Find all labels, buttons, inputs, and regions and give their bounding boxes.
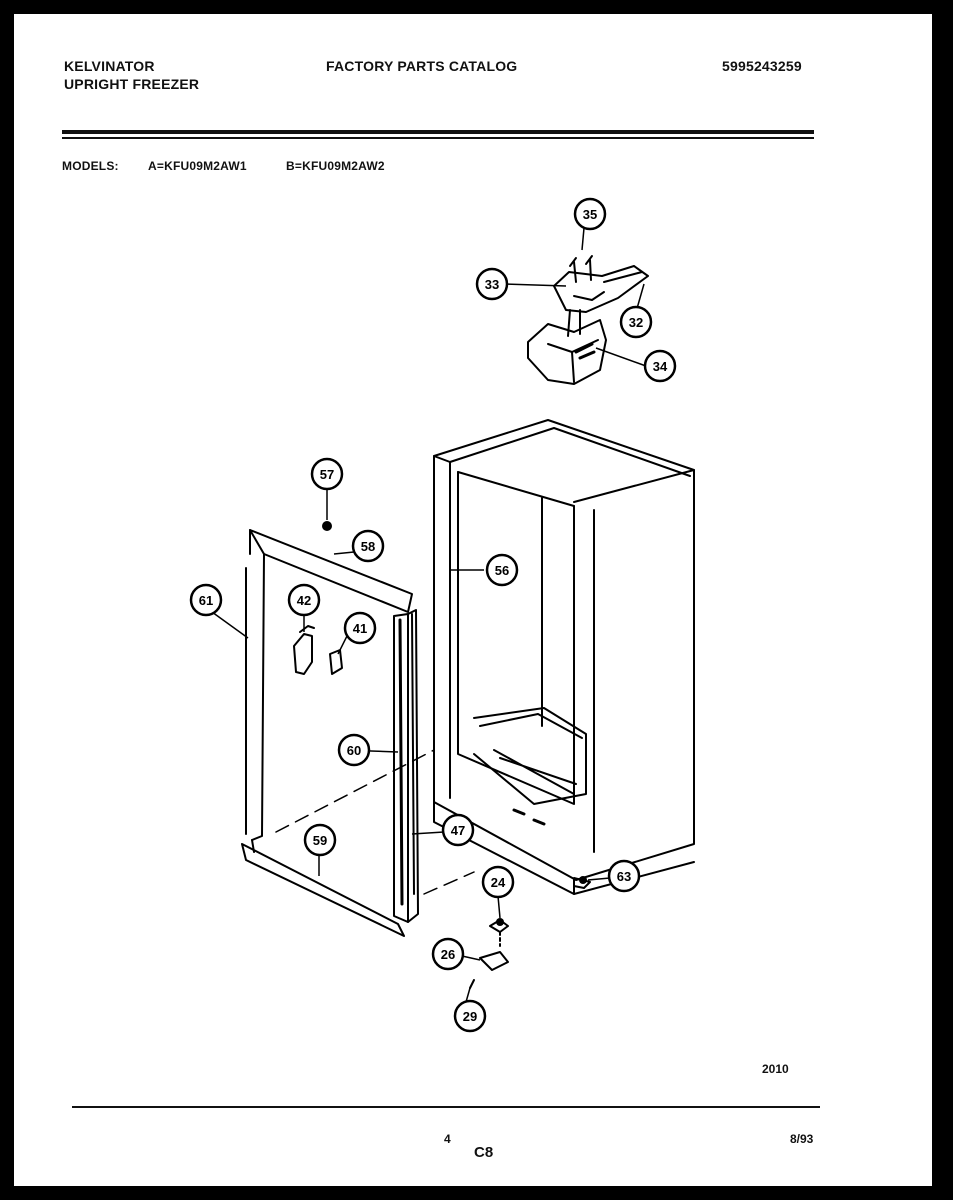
callout-58 bbox=[353, 531, 383, 561]
callout-label: 57 bbox=[319, 467, 335, 482]
page-number: 4 bbox=[444, 1132, 451, 1146]
callout-59 bbox=[305, 825, 335, 855]
callout-label: 34 bbox=[652, 359, 668, 374]
catalog-number: 5995243259 bbox=[722, 58, 802, 74]
door-panel bbox=[242, 530, 418, 936]
callout-61 bbox=[191, 585, 221, 615]
cabinet bbox=[434, 420, 694, 894]
callout-label: 26 bbox=[440, 947, 456, 962]
callout-label: 63 bbox=[616, 869, 632, 884]
callout-34 bbox=[645, 351, 675, 381]
callout-41 bbox=[345, 613, 375, 643]
leader-lines bbox=[212, 228, 646, 1002]
callout-label: 61 bbox=[198, 593, 214, 608]
callout-label: 56 bbox=[494, 563, 510, 578]
callout-label: 59 bbox=[312, 833, 328, 848]
catalog-title: FACTORY PARTS CATALOG bbox=[326, 58, 518, 74]
callout-29 bbox=[455, 1001, 485, 1031]
figure-number: 2010 bbox=[762, 1062, 789, 1076]
callout-label: 24 bbox=[490, 875, 506, 890]
callout-label: 58 bbox=[360, 539, 376, 554]
callout-label: 35 bbox=[582, 207, 598, 222]
model-b: B=KFU09M2AW2 bbox=[286, 159, 385, 173]
callout-56 bbox=[487, 555, 517, 585]
callout-label: 41 bbox=[352, 621, 368, 636]
section-code: C8 bbox=[474, 1144, 494, 1161]
callout-47 bbox=[443, 815, 473, 845]
models-label: MODELS: bbox=[62, 159, 119, 173]
catalog-page bbox=[14, 14, 932, 1186]
callout-42 bbox=[289, 585, 319, 615]
model-a: A=KFU09M2AW1 bbox=[148, 159, 247, 173]
callout-label: 42 bbox=[296, 593, 312, 608]
callout-label: 60 bbox=[346, 743, 362, 758]
callout-60 bbox=[339, 735, 369, 765]
footer-rule bbox=[72, 1106, 820, 1108]
brand-name: KELVINATOR bbox=[64, 58, 155, 74]
callout-24 bbox=[483, 867, 513, 897]
callout-63 bbox=[609, 861, 639, 891]
product-name: UPRIGHT FREEZER bbox=[64, 76, 200, 92]
callout-57 bbox=[312, 459, 342, 489]
callout-label: 32 bbox=[628, 315, 644, 330]
callout-33 bbox=[477, 269, 507, 299]
callout-label: 29 bbox=[462, 1009, 478, 1024]
callout-26 bbox=[433, 939, 463, 969]
revision-date: 8/93 bbox=[790, 1132, 814, 1146]
exploded-parts-diagram bbox=[14, 14, 932, 1186]
callout-label: 33 bbox=[484, 277, 500, 292]
callout-label: 47 bbox=[450, 823, 466, 838]
callout-35 bbox=[575, 199, 605, 229]
callout-32 bbox=[621, 307, 651, 337]
